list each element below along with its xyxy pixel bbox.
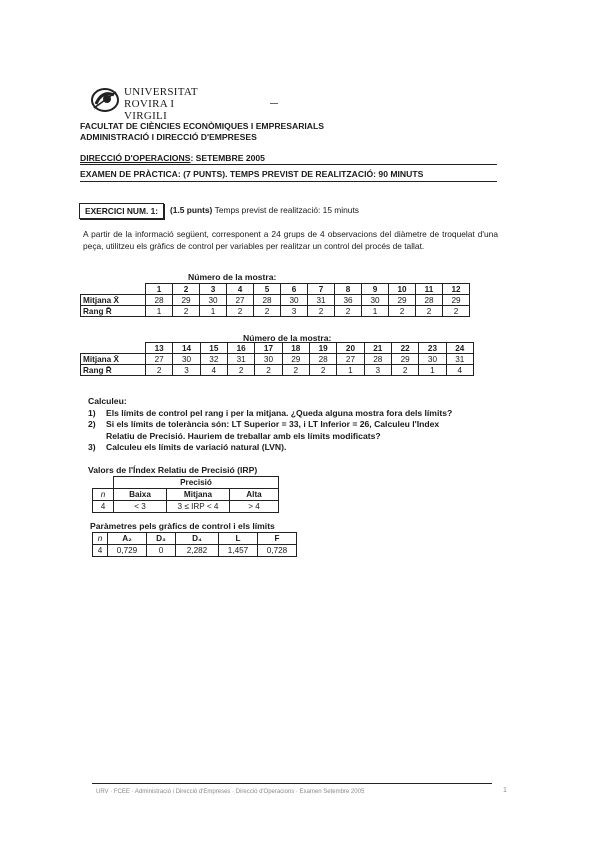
mean-value: 30 — [419, 354, 446, 365]
range-value: 2 — [309, 365, 336, 376]
sample-number: 14 — [173, 343, 200, 354]
mean-value: 27 — [337, 354, 364, 365]
sample-number: 16 — [227, 343, 254, 354]
range-value: 2 — [254, 306, 281, 317]
range-value: 4 — [200, 365, 227, 376]
column-header: D₃ — [147, 533, 176, 545]
range-value: 1 — [146, 306, 173, 317]
samples-table-1 — [80, 283, 470, 317]
footer-text: URV · FCEE · Administració i Direcció d'Empreses · Direcció d'Operacions · Examen Setembre 2005 — [96, 789, 365, 795]
university-line-2: ROVIRA I VIRGILI — [124, 98, 175, 122]
table-1-caption: Número de la mostra: — [188, 272, 277, 282]
mean-value: 29 — [282, 354, 309, 365]
table-row — [93, 545, 297, 557]
range-value: 3 — [173, 365, 200, 376]
mean-value: 28 — [254, 295, 281, 306]
mean-value: 27 — [146, 354, 173, 365]
range-value: 4 — [446, 365, 473, 376]
table-row — [81, 365, 474, 376]
sample-number: 1 — [146, 284, 173, 295]
mean-value: 31 — [227, 354, 254, 365]
table-cell: < 3 — [114, 501, 167, 513]
sample-number: 15 — [200, 343, 227, 354]
range-value: 2 — [282, 365, 309, 376]
table-cell: 1,457 — [219, 545, 258, 557]
question-3 — [88, 442, 452, 454]
table-cell: 3 ≤ IRP < 4 — [167, 501, 230, 513]
table-cell: > 4 — [230, 501, 279, 513]
table-cell: 2,282 — [176, 545, 219, 557]
urv-logo-icon — [90, 86, 120, 114]
range-value: 2 — [146, 365, 173, 376]
mean-value: 29 — [443, 295, 470, 306]
sample-number: 8 — [335, 284, 362, 295]
range-value: 2 — [416, 306, 443, 317]
range-value: 2 — [335, 306, 362, 317]
parameters-table — [92, 532, 297, 557]
range-value: 1 — [362, 306, 389, 317]
table-row — [93, 501, 279, 513]
faculty-line-1: FACULTAT DE CIÈNCIES ECONÒMIQUES I EMPRESARIALS — [80, 121, 324, 131]
table-cell: 4 — [93, 501, 114, 513]
range-value: 2 — [173, 306, 200, 317]
course-name: DIRECCIÓ D'OPERACIONS — [80, 153, 191, 163]
column-header: n — [93, 489, 114, 501]
exercise-time: Temps previst de realització: 15 minuts — [214, 205, 359, 215]
range-value: 3 — [281, 306, 308, 317]
question-2-continued: Relatiu de Precisió. Hauriem de treballar amb els límits modificats? — [106, 430, 381, 441]
exercise-intro: A partir de la informació següent, corresponent a 24 grups de 4 observacions del diàmetre de troquelat d'una peça, utilitzeu els gràfics de control per variables per realitzar un control del procés de tallat. — [83, 229, 498, 251]
question-3-text: Calculeu els límits de variació natural (LVN). — [106, 442, 287, 452]
mean-value: 32 — [200, 354, 227, 365]
sample-number: 7 — [308, 284, 335, 295]
table-cell: 0,729 — [108, 545, 147, 557]
sample-number: 11 — [416, 284, 443, 295]
table-header-row — [81, 343, 474, 354]
table-header-row — [93, 489, 279, 501]
sample-number: 12 — [443, 284, 470, 295]
mean-value: 30 — [281, 295, 308, 306]
samples-table-2 — [80, 342, 474, 376]
mean-row-label: Mitjana X̄ — [81, 354, 146, 365]
page-number: 1 — [503, 787, 507, 794]
questions-section — [88, 396, 452, 454]
sample-number: 13 — [146, 343, 173, 354]
footer-divider — [92, 783, 492, 784]
mean-value: 30 — [362, 295, 389, 306]
column-header: D₄ — [176, 533, 219, 545]
divider — [270, 103, 278, 104]
range-value: 2 — [227, 306, 254, 317]
sample-number: 2 — [173, 284, 200, 295]
range-value: 2 — [255, 365, 282, 376]
question-3-number: 3) — [88, 442, 96, 452]
mean-value: 31 — [308, 295, 335, 306]
questions-title: Calculeu: — [88, 396, 127, 406]
mean-value: 28 — [416, 295, 443, 306]
column-header: L — [219, 533, 258, 545]
mean-value: 29 — [391, 354, 418, 365]
precision-header: Precisió — [114, 477, 279, 489]
mean-value: 30 — [173, 354, 200, 365]
column-header: Alta — [230, 489, 279, 501]
range-value: 2 — [389, 306, 416, 317]
course-line — [80, 153, 265, 163]
mean-value: 29 — [389, 295, 416, 306]
sample-number: 4 — [227, 284, 254, 295]
range-value: 1 — [200, 306, 227, 317]
column-header: Mitjana — [167, 489, 230, 501]
university-name — [124, 86, 220, 122]
range-value: 1 — [337, 365, 364, 376]
university-logo — [90, 86, 220, 122]
sample-number: 10 — [389, 284, 416, 295]
table-header-row — [93, 533, 297, 545]
sample-number: 9 — [362, 284, 389, 295]
sample-number: 20 — [337, 343, 364, 354]
column-header: F — [258, 533, 297, 545]
range-value: 3 — [364, 365, 391, 376]
table-row — [81, 295, 470, 306]
exam-heading: EXAMEN DE PRÀCTICA: (7 PUNTS). TEMPS PREVIST DE REALITZACIÓ: 90 MINUTS — [80, 169, 424, 179]
question-1-text: Els límits de control pel rang i per la mitjana. ¿Queda alguna mostra fora dels límits? — [106, 407, 453, 418]
mean-value: 27 — [227, 295, 254, 306]
mean-value: 29 — [173, 295, 200, 306]
exercise-info — [170, 205, 359, 215]
range-row-label: Rang R̄ — [81, 365, 146, 376]
mean-row-label: Mitjana X̄ — [81, 295, 146, 306]
range-value: 2 — [443, 306, 470, 317]
course-session: : SETEMBRE 2005 — [190, 153, 265, 163]
exercise-points: (1.5 punts) — [170, 205, 213, 215]
sample-number: 22 — [391, 343, 418, 354]
faculty-heading — [80, 121, 324, 143]
range-row-label: Rang R̄ — [81, 306, 146, 317]
mean-value: 28 — [364, 354, 391, 365]
table-header-row — [81, 284, 470, 295]
table-cell: 0,728 — [258, 545, 297, 557]
column-header: Baixa — [114, 489, 167, 501]
mean-value: 30 — [255, 354, 282, 365]
university-line-1: UNIVERSITAT — [124, 86, 198, 98]
question-2-text: Si els límits de tolerància són: LT Superior = 33, i LT Inferior = 26, Calculeu l'Index — [106, 419, 440, 429]
divider — [80, 164, 497, 165]
table-header-row — [93, 477, 279, 489]
range-value: 2 — [227, 365, 254, 376]
mean-value: 28 — [146, 295, 173, 306]
question-2-number: 2) — [88, 419, 96, 429]
range-value: 2 — [308, 306, 335, 317]
table-row — [81, 354, 474, 365]
sample-number: 23 — [419, 343, 446, 354]
mean-value: 36 — [335, 295, 362, 306]
sample-number: 6 — [281, 284, 308, 295]
sample-number: 3 — [200, 284, 227, 295]
column-header: A₂ — [108, 533, 147, 545]
question-2 — [88, 419, 452, 431]
range-value: 1 — [419, 365, 446, 376]
range-value: 2 — [391, 365, 418, 376]
mean-value: 28 — [309, 354, 336, 365]
table-row — [81, 306, 470, 317]
irp-table — [92, 476, 279, 513]
irp-title: Valors de l'Índex Relatiu de Precisió (IRP) — [88, 465, 258, 475]
exercise-label: EXERCICI NUM. 1: — [79, 203, 164, 219]
sample-number: 19 — [309, 343, 336, 354]
parameters-title: Paràmetres pels gràfics de control i els límits — [90, 521, 275, 531]
sample-number: 21 — [364, 343, 391, 354]
table-cell: 4 — [93, 545, 108, 557]
sample-number: 5 — [254, 284, 281, 295]
sample-number: 24 — [446, 343, 473, 354]
table-2-caption: Número de la mostra: — [243, 333, 332, 343]
table-cell: 0 — [147, 545, 176, 557]
mean-value: 31 — [446, 354, 473, 365]
sample-number: 17 — [255, 343, 282, 354]
column-header: n — [93, 533, 108, 545]
sample-number: 18 — [282, 343, 309, 354]
question-1 — [88, 408, 452, 420]
question-1-number: 1) — [88, 407, 96, 418]
faculty-line-2: ADMINISTRACIÓ I DIRECCIÓ D'EMPRESES — [80, 132, 257, 142]
mean-value: 30 — [200, 295, 227, 306]
divider — [80, 181, 497, 182]
